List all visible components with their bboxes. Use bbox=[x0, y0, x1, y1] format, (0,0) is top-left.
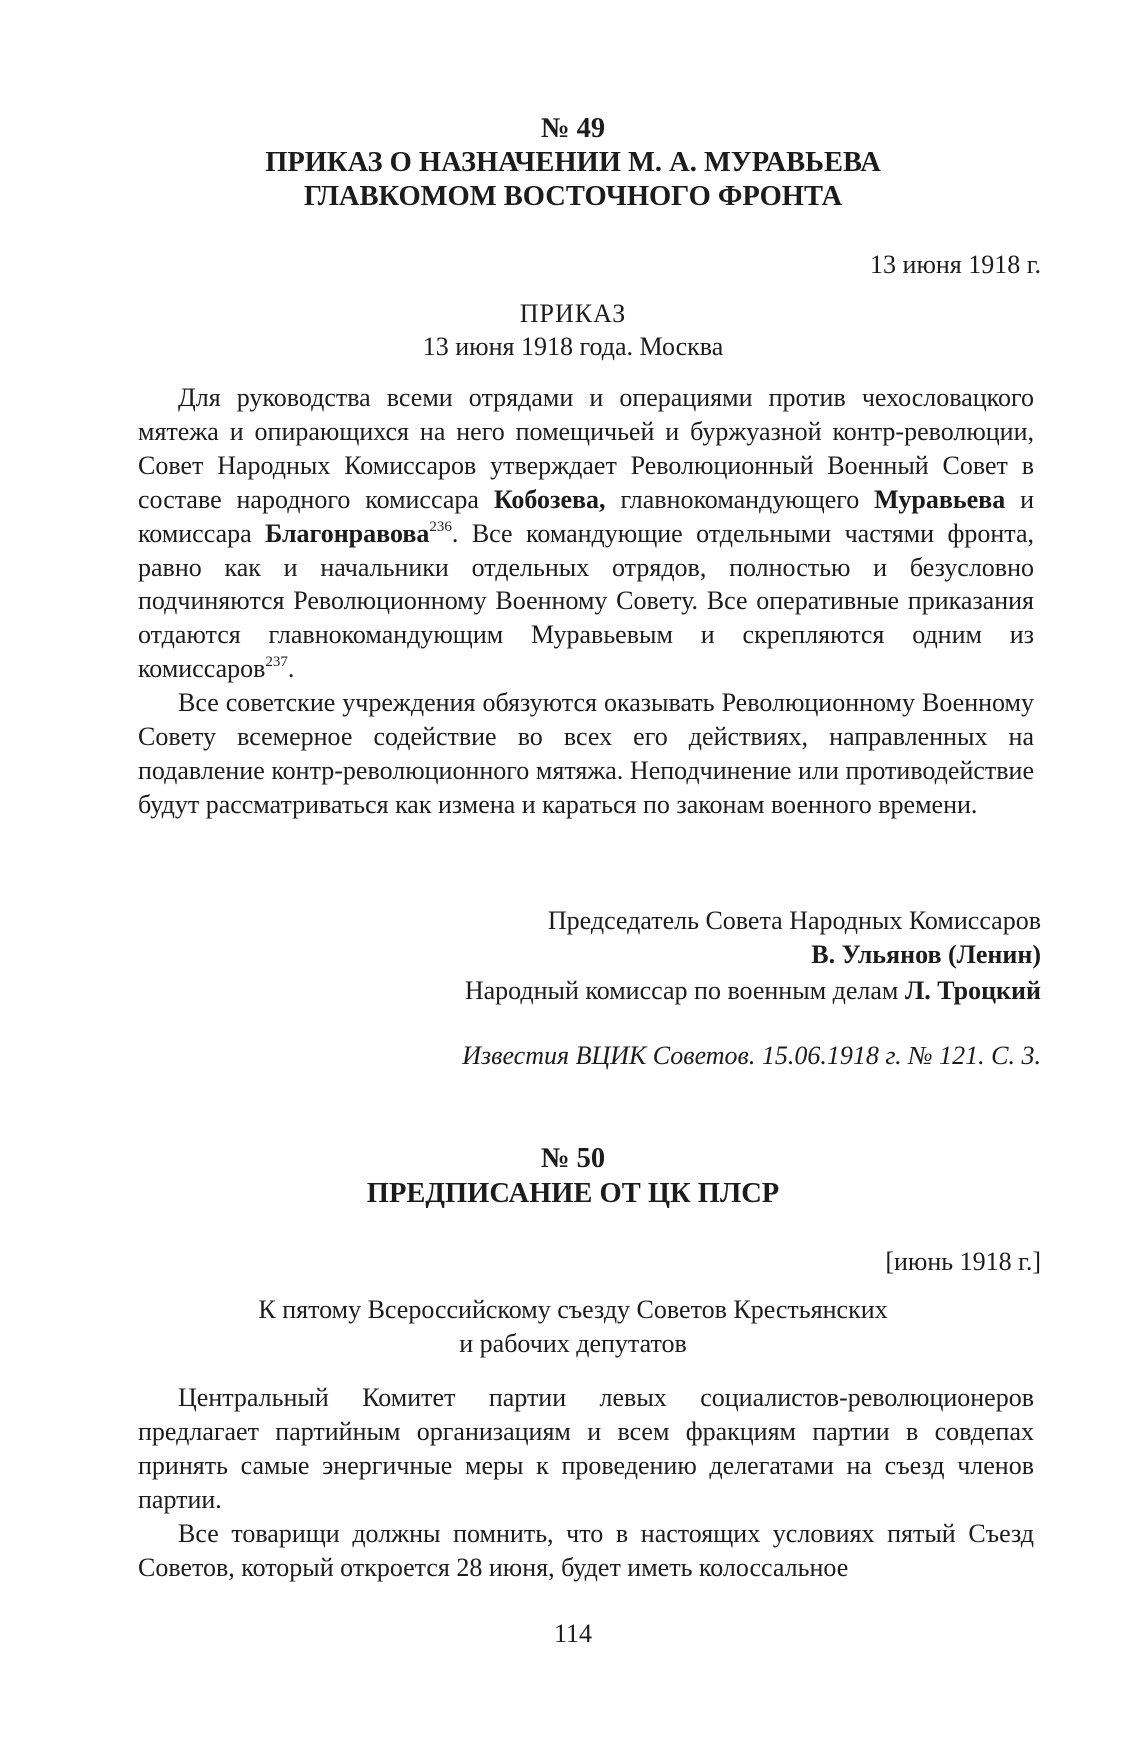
doc50-number: № 50 bbox=[540, 1143, 606, 1174]
doc50-addressee-line1: К пятому Всероссийскому съезду Советов Крестьянских bbox=[258, 1295, 888, 1324]
p1-text-4: . Все командующие отдельными частями фронта, равно как и начальники отдельных отрядов, полностью и безусловно подчиняются Революционному Военному Совету. Все оперативные приказания отдаются главнокомандующим Муравьевым и скрепляются одним из комиссаров bbox=[138, 518, 1035, 684]
doc50-title: ПРЕДПИСАНИЕ ОТ ЦК ПЛСР bbox=[366, 1178, 780, 1209]
doc50-date: [июнь 1918 г.] bbox=[885, 1247, 1041, 1276]
doc49-title-line2: ГЛАВКОМОМ ВОСТОЧНОГО ФРОНТА bbox=[303, 181, 843, 212]
signature-1-title: Председатель Совета Народных Комиссаров bbox=[547, 906, 1041, 935]
name-kobozev: Кобозева, bbox=[493, 484, 606, 514]
footnote-ref-236: 236 bbox=[429, 518, 452, 535]
signature-1-name: В. Ульянов (Ленин) bbox=[811, 940, 1041, 969]
footnote-ref-237: 237 bbox=[265, 654, 288, 671]
doc49-number: № 49 bbox=[540, 113, 606, 144]
doc49-paragraph-2: Все советские учреждения обязуются оказывать Революционному Военному Совету всемерное содействие во всех его действиях, направленных на подавление контр-революционного мятяжа. Неподчинение или противодействие будут рассматриваться как измена и караться по законам военного времени. bbox=[138, 688, 1034, 819]
doc49-title-line1: ПРИКАЗ О НАЗНАЧЕНИИ М. А. МУРАВЬЕВА bbox=[265, 147, 881, 178]
doc50-body bbox=[138, 1381, 1034, 1584]
doc50-addressee-line2: и рабочих депутатов bbox=[459, 1329, 687, 1358]
p1-text-3: и комиссара bbox=[138, 484, 1035, 548]
name-muravyev: Муравьева bbox=[874, 484, 1006, 514]
doc49-paragraph-1 bbox=[138, 381, 1034, 686]
p1-text-5: . bbox=[287, 654, 295, 684]
doc49-date: 13 июня 1918 г. bbox=[870, 250, 1041, 279]
doc50-paragraph-2: Все товарищи должны помнить, что в настоящих условиях пятый Съезд Советов, который откроется 28 июня, будет иметь колоссальное bbox=[138, 1518, 1034, 1582]
p1-text-1: Для руководства всеми отрядами и операциями против чехословацкого мятежа и опирающихся на него помещичьей и буржуазной контр-революции, Совет Народных Комиссаров утверждает Революционный Военный Совет в составе народного комиссара bbox=[138, 383, 1034, 514]
name-blagonravov: Благонравова bbox=[265, 518, 430, 548]
doc50-paragraph-1: Центральный Комитет партии левых социалистов-революционеров предлагает партийным организациям и всем фракциям партии в совдепах принять самые энергичные меры к проведению делегатами на съезд членов партии. bbox=[138, 1383, 1034, 1514]
doc49-order-heading: ПРИКАЗ bbox=[519, 299, 627, 328]
p1-text-2: главнокомандующего bbox=[605, 484, 875, 514]
doc49-body bbox=[138, 381, 1034, 822]
signature-2-name: Л. Троцкий bbox=[904, 976, 1041, 1005]
page-number: 114 bbox=[553, 1619, 593, 1648]
doc49-source: Известия ВЦИК Советов. 15.06.1918 г. № 121. С. 3. bbox=[462, 1041, 1041, 1070]
signature-2 bbox=[465, 973, 1041, 1009]
signature-2-title: Народный комиссар по военным делам bbox=[464, 976, 905, 1005]
doc49-order-place-date: 13 июня 1918 года. Москва bbox=[422, 332, 724, 361]
